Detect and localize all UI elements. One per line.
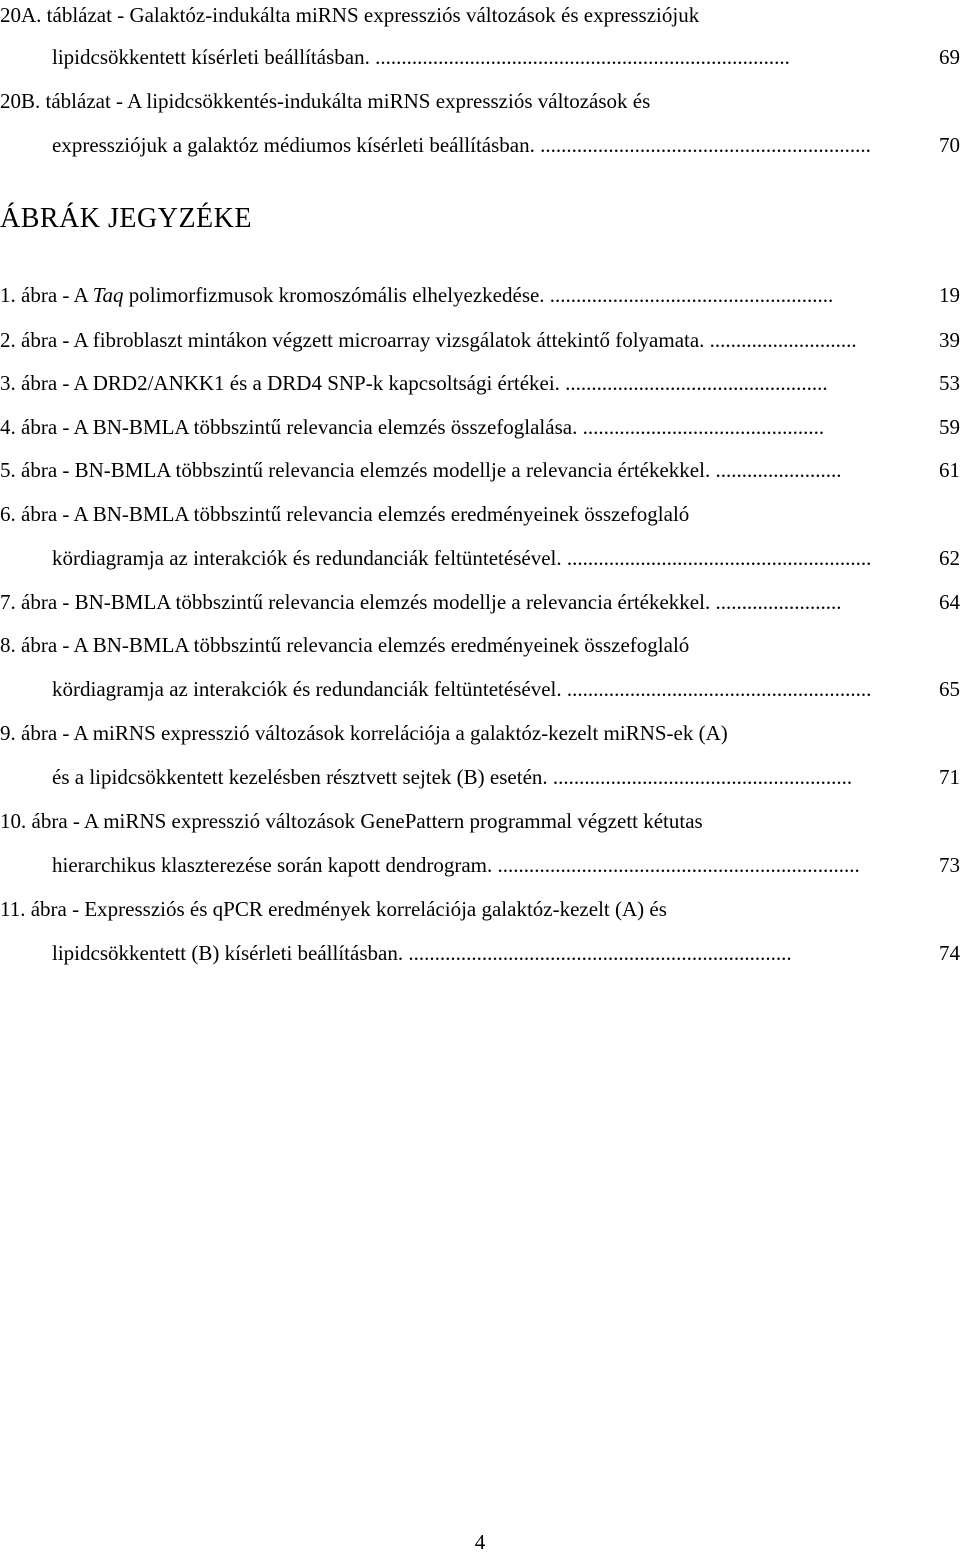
entry-page-number: 19 [937,280,960,310]
table-entry-20a-line2 [0,42,960,72]
entry-page-number: 39 [937,325,960,355]
figures-list-heading: ÁBRÁK JEGYZÉKE [0,203,252,234]
figure-entry-9-line2 [0,762,960,792]
entry-text: és a lipidcsökkentett kezelésben résztvett sejtek (B) esetén. ......................................................... [52,765,853,789]
figure-entry-10-line1 [0,806,960,836]
entry-text: 6. ábra - A BN-BMLA többszintű relevancia elemzés eredményeinek összefoglaló [0,502,690,526]
entry-text: 4. ábra - A BN-BMLA többszintű relevancia elemzés összefoglalása. .............................................. [0,415,825,439]
entry-page-number: 62 [937,543,960,573]
entry-text: 8. ábra - A BN-BMLA többszintű relevancia elemzés eredményeinek összefoglaló [0,633,690,657]
entry-page-number: 65 [937,674,960,704]
entry-page-number: 61 [937,455,960,485]
entry-page-number: 70 [937,130,960,160]
figure-entry-10-line2 [0,850,960,880]
figure-entry-4 [0,412,960,442]
figure-entry-1 [0,280,960,310]
entry-text: lipidcsökkentett (B) kísérleti beállításban. ......................................................................... [52,941,792,965]
figure-entry-6-line2 [0,543,960,573]
entry-text: 7. ábra - BN-BMLA többszintű relevancia elemzés modellje a relevancia értékekkel. ........................ [0,590,842,614]
figure-entry-3 [0,368,960,398]
figure-entry-11-line2 [0,938,960,968]
entry-page-number: 53 [937,368,960,398]
figure-entry-6-line1 [0,499,960,529]
table-entry-20b-line1 [0,86,960,116]
entry-text: 2. ábra - A fibroblaszt mintákon végzett microarray vizsgálatok áttekintő folyamata. ............................ [0,328,857,352]
entry-italic-term: Taq [92,283,124,307]
entry-page-number: 71 [937,762,960,792]
figure-entry-11-line1 [0,894,960,924]
entry-page-number: 59 [937,412,960,442]
figure-entry-2 [0,325,960,355]
entry-text: lipidcsökkentett kísérleti beállításban. ............................................................................... [52,45,790,69]
entry-page-number: 69 [937,42,960,72]
entry-text: 11. ábra - Expressziós és qPCR eredmények korrelációja galaktóz-kezelt (A) és [0,897,667,921]
entry-text: 3. ábra - A DRD2/ANKK1 és a DRD4 SNP-k kapcsoltsági értékei. .................................................. [0,371,828,395]
entry-text: hierarchikus klaszterezése során kapott dendrogram. ..................................................................... [52,853,860,877]
figure-entry-5 [0,455,960,485]
entry-prefix: 1. ábra - A [0,283,93,307]
entry-text: kördiagramja az interakciók és redundanciák feltüntetésével. .......................................................... [52,546,872,570]
table-entry-20b-line2 [0,130,960,160]
entry-page-number: 64 [937,587,960,617]
entry-page-number: 74 [937,938,960,968]
entry-text: 9. ábra - A miRNS expresszió változások korrelációja a galaktóz-kezelt miRNS-ek (A) [0,721,728,745]
entry-page-number: 73 [937,850,960,880]
entry-text: 20B. táblázat - A lipidcsökkentés-indukálta miRNS expressziós változások és [0,89,651,113]
entry-text: expressziójuk a galaktóz médiumos kísérleti beállításban. ............................................................... [52,133,871,157]
figure-entry-9-line1 [0,718,960,748]
table-entry-20a-line1 [0,0,960,30]
entry-text: kördiagramja az interakciók és redundanciák feltüntetésével. .......................................................... [52,677,872,701]
entry-text: 5. ábra - BN-BMLA többszintű relevancia elemzés modellje a relevancia értékekkel. ........................ [0,458,842,482]
entry-rest: polimorfizmusok kromoszómális elhelyezkedése. ...................................................... [123,283,834,307]
figure-entry-7 [0,587,960,617]
entry-text [0,280,833,310]
figure-entry-8-line2 [0,674,960,704]
footer-page-number: 4 [474,1530,486,1554]
entry-text: 10. ábra - A miRNS expresszió változások GenePattern programmal végzett kétutas [0,809,703,833]
figure-entry-8-line1 [0,630,960,660]
entry-text: 20A. táblázat - Galaktóz-indukálta miRNS expressziós változások és expressziójuk [0,3,700,27]
